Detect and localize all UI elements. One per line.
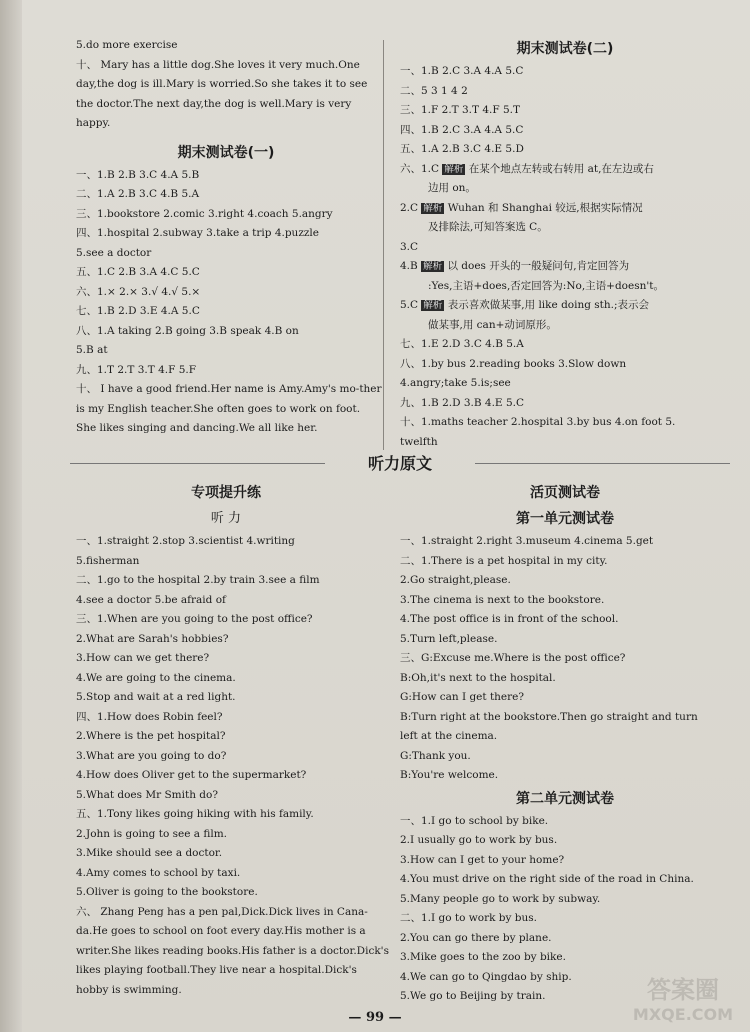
text-line: 七、1.B 2.D 3.E 4.A 5.C [76,305,200,317]
exam2-lines [400,62,730,160]
analysis-continuation: 边用 on。 [428,182,476,194]
text-line: G:Thank you. [400,749,471,762]
text-line: 一、1.B 2.C 3.A 4.A 5.C [400,65,524,77]
text-line: likes playing football.They live near a hospital.Dick's [76,964,357,976]
zhuanxiang-lines [76,532,389,1000]
text-line: 六、1.× 2.× 3.√ 4.√ 5.× [76,285,201,298]
text-line: 2.Where is the pet hospital? [76,730,226,742]
text-line: 5.Oliver is going to the bookstore. [76,886,258,898]
analysis-number: 六、1.C [400,162,440,175]
text-line: G:How can I get there? [400,691,525,703]
text-line: B:Oh,it's next to the hospital. [400,671,556,684]
text-line: 5.B at [76,344,108,356]
text-line: day,the dog is ill.Mary is worried.So she takes it to see [76,78,368,90]
text-line: 七、1.E 2.D 3.C 4.B 5.A [400,338,524,350]
analysis-number: 3.C [400,240,419,253]
text-line: 十、 Mary has a little dog.She loves it very much.One [76,58,360,71]
text-line: 4.Amy comes to school by taxi. [76,866,241,879]
watermark-logo [620,968,746,1028]
text-line: happy. [76,117,111,129]
analysis-item [400,257,730,277]
text-line: 4.We are going to the cinema. [76,671,236,684]
text-line: 三、1.When are you going to the post office? [76,613,313,625]
text-line: the doctor.The next day,the dog is well.Mary is very [76,97,352,110]
exam1-title: 期末测试卷(一) [177,144,275,161]
left-bottom-column [76,480,389,1000]
analysis-text: Wuhan 和 Shanghai 较远,根据实际情况 [447,201,643,214]
left-top-column [76,36,382,439]
text-line: 5.do more exercise [76,39,178,51]
text-line: 5.Turn left,please. [400,632,498,645]
watermark-line2: MXQE.COM [632,1005,734,1024]
left-top-lines [76,36,376,134]
text-line: B:You're welcome. [400,769,499,781]
text-line: 2.I usually go to work by bus. [400,834,558,846]
text-line: 二、1.go to the hospital 2.by train 3.see a film [76,574,320,586]
analysis-continuation: :Yes,主语+does,否定回答为:No,主语+doesn't。 [428,279,664,292]
text-line: 2.You can go there by plane. [400,931,552,944]
text-line: 3.Mike should see a doctor. [76,847,223,859]
exam1-lines [76,166,382,439]
text-line: 2.What are Sarah's hobbies? [76,632,229,645]
zhuanxiang-subtitle: 听 力 [210,511,242,526]
text-line: 二、1.A 2.B 3.C 4.B 5.A [76,188,200,200]
text-line: 八、1.A taking 2.B going 3.B speak 4.B on [76,324,299,337]
text-line: 4.We can go to Qingdao by ship. [400,970,572,983]
watermark-line1: 答案圈 [647,976,719,1004]
text-line: 四、1.B 2.C 3.A 4.A 5.C [400,123,524,136]
text-line: 4.see a doctor 5.be afraid of [76,593,226,606]
text-line: 5.Stop and wait at a red light. [76,691,236,703]
analysis-item [400,160,730,180]
unit1-title: 第一单元测试卷 [516,511,614,527]
zhuanxiang-title: 专项提升练 [191,485,261,501]
analysis-item [400,238,730,258]
text-line: 4.The post office is in front of the school. [400,613,619,625]
text-line: 3.Mike goes to the zoo by bike. [400,951,566,963]
text-line: writer.She likes reading books.His father is a doctor.Dick's [76,944,389,957]
text-line: 一、1.straight 2.stop 3.scientist 4.writing [76,535,295,547]
text-line: hobby is swimming. [76,983,182,996]
column-divider [383,40,384,450]
text-line: 二、5 3 1 4 2 [400,84,468,97]
analysis-tag: 解析 [444,163,464,175]
text-line: 3.How can we get there? [76,652,210,664]
text-line: 5.see a doctor [76,246,152,259]
text-line: 5.What does Mr Smith do? [76,788,218,801]
text-line: 十、1.maths teacher 2.hospital 3.by bus 4.on foot 5. [400,416,676,428]
text-line: 一、1.B 2.B 3.C 4.A 5.B [76,168,200,181]
analysis-number: 5.C [400,299,419,311]
analysis-tag: 解析 [423,261,443,272]
text-line: da.He goes to school on foot every day.His mother is a [76,925,366,937]
analysis-tag: 解析 [423,300,443,311]
analysis-item [400,199,730,219]
right-top-column [400,36,730,452]
text-line: 4.You must drive on the right side of the road in China. [400,873,694,885]
text-line: 2.John is going to see a film. [76,827,228,840]
exam2-question6 [400,160,730,336]
section-header [70,448,730,478]
exam2-title: 期末测试卷(二) [516,41,614,57]
text-line: 3.The cinema is next to the bookstore. [400,593,605,606]
text-line: She likes singing and dancing.We all like her. [76,422,318,434]
analysis-text: 以 does 开头的一般疑问句,肯定回答为 [447,260,630,272]
text-line: B:Turn right at the bookstore.Then go straight and turn [400,710,698,723]
analysis-text: 表示喜欢做某事,用 like doing sth.;表示会 [447,299,650,311]
text-line: 4.angry;take 5.is;see [400,377,511,389]
text-line: 3.What are you going to do? [76,749,227,762]
analysis-continuation: 做某事,用 can+动词原形。 [428,318,557,331]
exam2-tail-lines [400,335,730,452]
text-line: 三、G:Excuse me.Where is the post office? [400,652,626,664]
text-line: 二、1.There is a pet hospital in my city. [400,554,608,567]
text-line: 五、1.C 2.B 3.A 4.C 5.C [76,266,200,278]
text-line: 2.Go straight,please. [400,574,511,586]
page-number: — 99 — [348,1010,402,1025]
analysis-item [400,296,730,316]
text-line: 五、1.Tony likes going hiking with his family. [76,808,314,820]
huoye-title: 活页测试卷 [530,485,600,501]
analysis-tag: 解析 [423,202,443,214]
text-line: 四、1.hospital 2.subway 3.take a trip 4.puzzle [76,227,319,239]
text-line: 4.How does Oliver get to the supermarket? [76,769,307,781]
text-line: 六、 Zhang Peng has a pen pal,Dick.Dick lives in Cana- [76,905,368,918]
text-line: 五、1.A 2.B 3.C 4.E 5.D [400,143,524,155]
analysis-text: 在某个地点左转或右转用 at,在左边或右 [468,162,654,175]
text-line: 八、1.by bus 2.reading books 3.Slow down [400,357,627,370]
text-line: is my English teacher.She often goes to work on foot. [76,402,361,415]
text-line: 四、1.How does Robin feel? [76,710,223,723]
text-line: 一、1.straight 2.right 3.museum 4.cinema 5.get [400,535,654,547]
text-line: 3.How can I get to your home? [400,853,565,866]
book-spine-shadow [0,0,22,1032]
text-line: 九、1.T 2.T 3.T 4.F 5.F [76,363,197,376]
unit1-lines [400,532,730,786]
text-line: twelfth [400,435,438,448]
analysis-continuation: 及排除法,可知答案选 C。 [428,221,548,233]
text-line: 三、1.bookstore 2.comic 3.right 4.coach 5.angry [76,207,333,220]
text-line: left at the cinema. [400,730,498,742]
text-line: 一、1.I go to school by bike. [400,814,549,827]
text-line: 5.We go to Beijing by train. [400,990,546,1002]
unit2-title: 第二单元测试卷 [516,790,614,807]
right-bottom-column [400,480,730,1007]
analysis-number: 4.B [400,260,418,272]
analysis-number: 2.C [400,201,419,214]
text-line: 三、1.F 2.T 3.T 4.F 5.T [400,104,521,116]
section-title: 听力原文 [367,454,432,473]
text-line: 十、 I have a good friend.Her name is Amy.Amy's mo-ther [76,383,382,395]
text-line: 5.fisherman [76,554,140,567]
section-rule-right [475,463,730,464]
text-line: 二、1.I go to work by bus. [400,912,537,924]
text-line: 九、1.B 2.D 3.B 4.E 5.C [400,396,524,409]
text-line: 5.Many people go to work by subway. [400,892,601,905]
